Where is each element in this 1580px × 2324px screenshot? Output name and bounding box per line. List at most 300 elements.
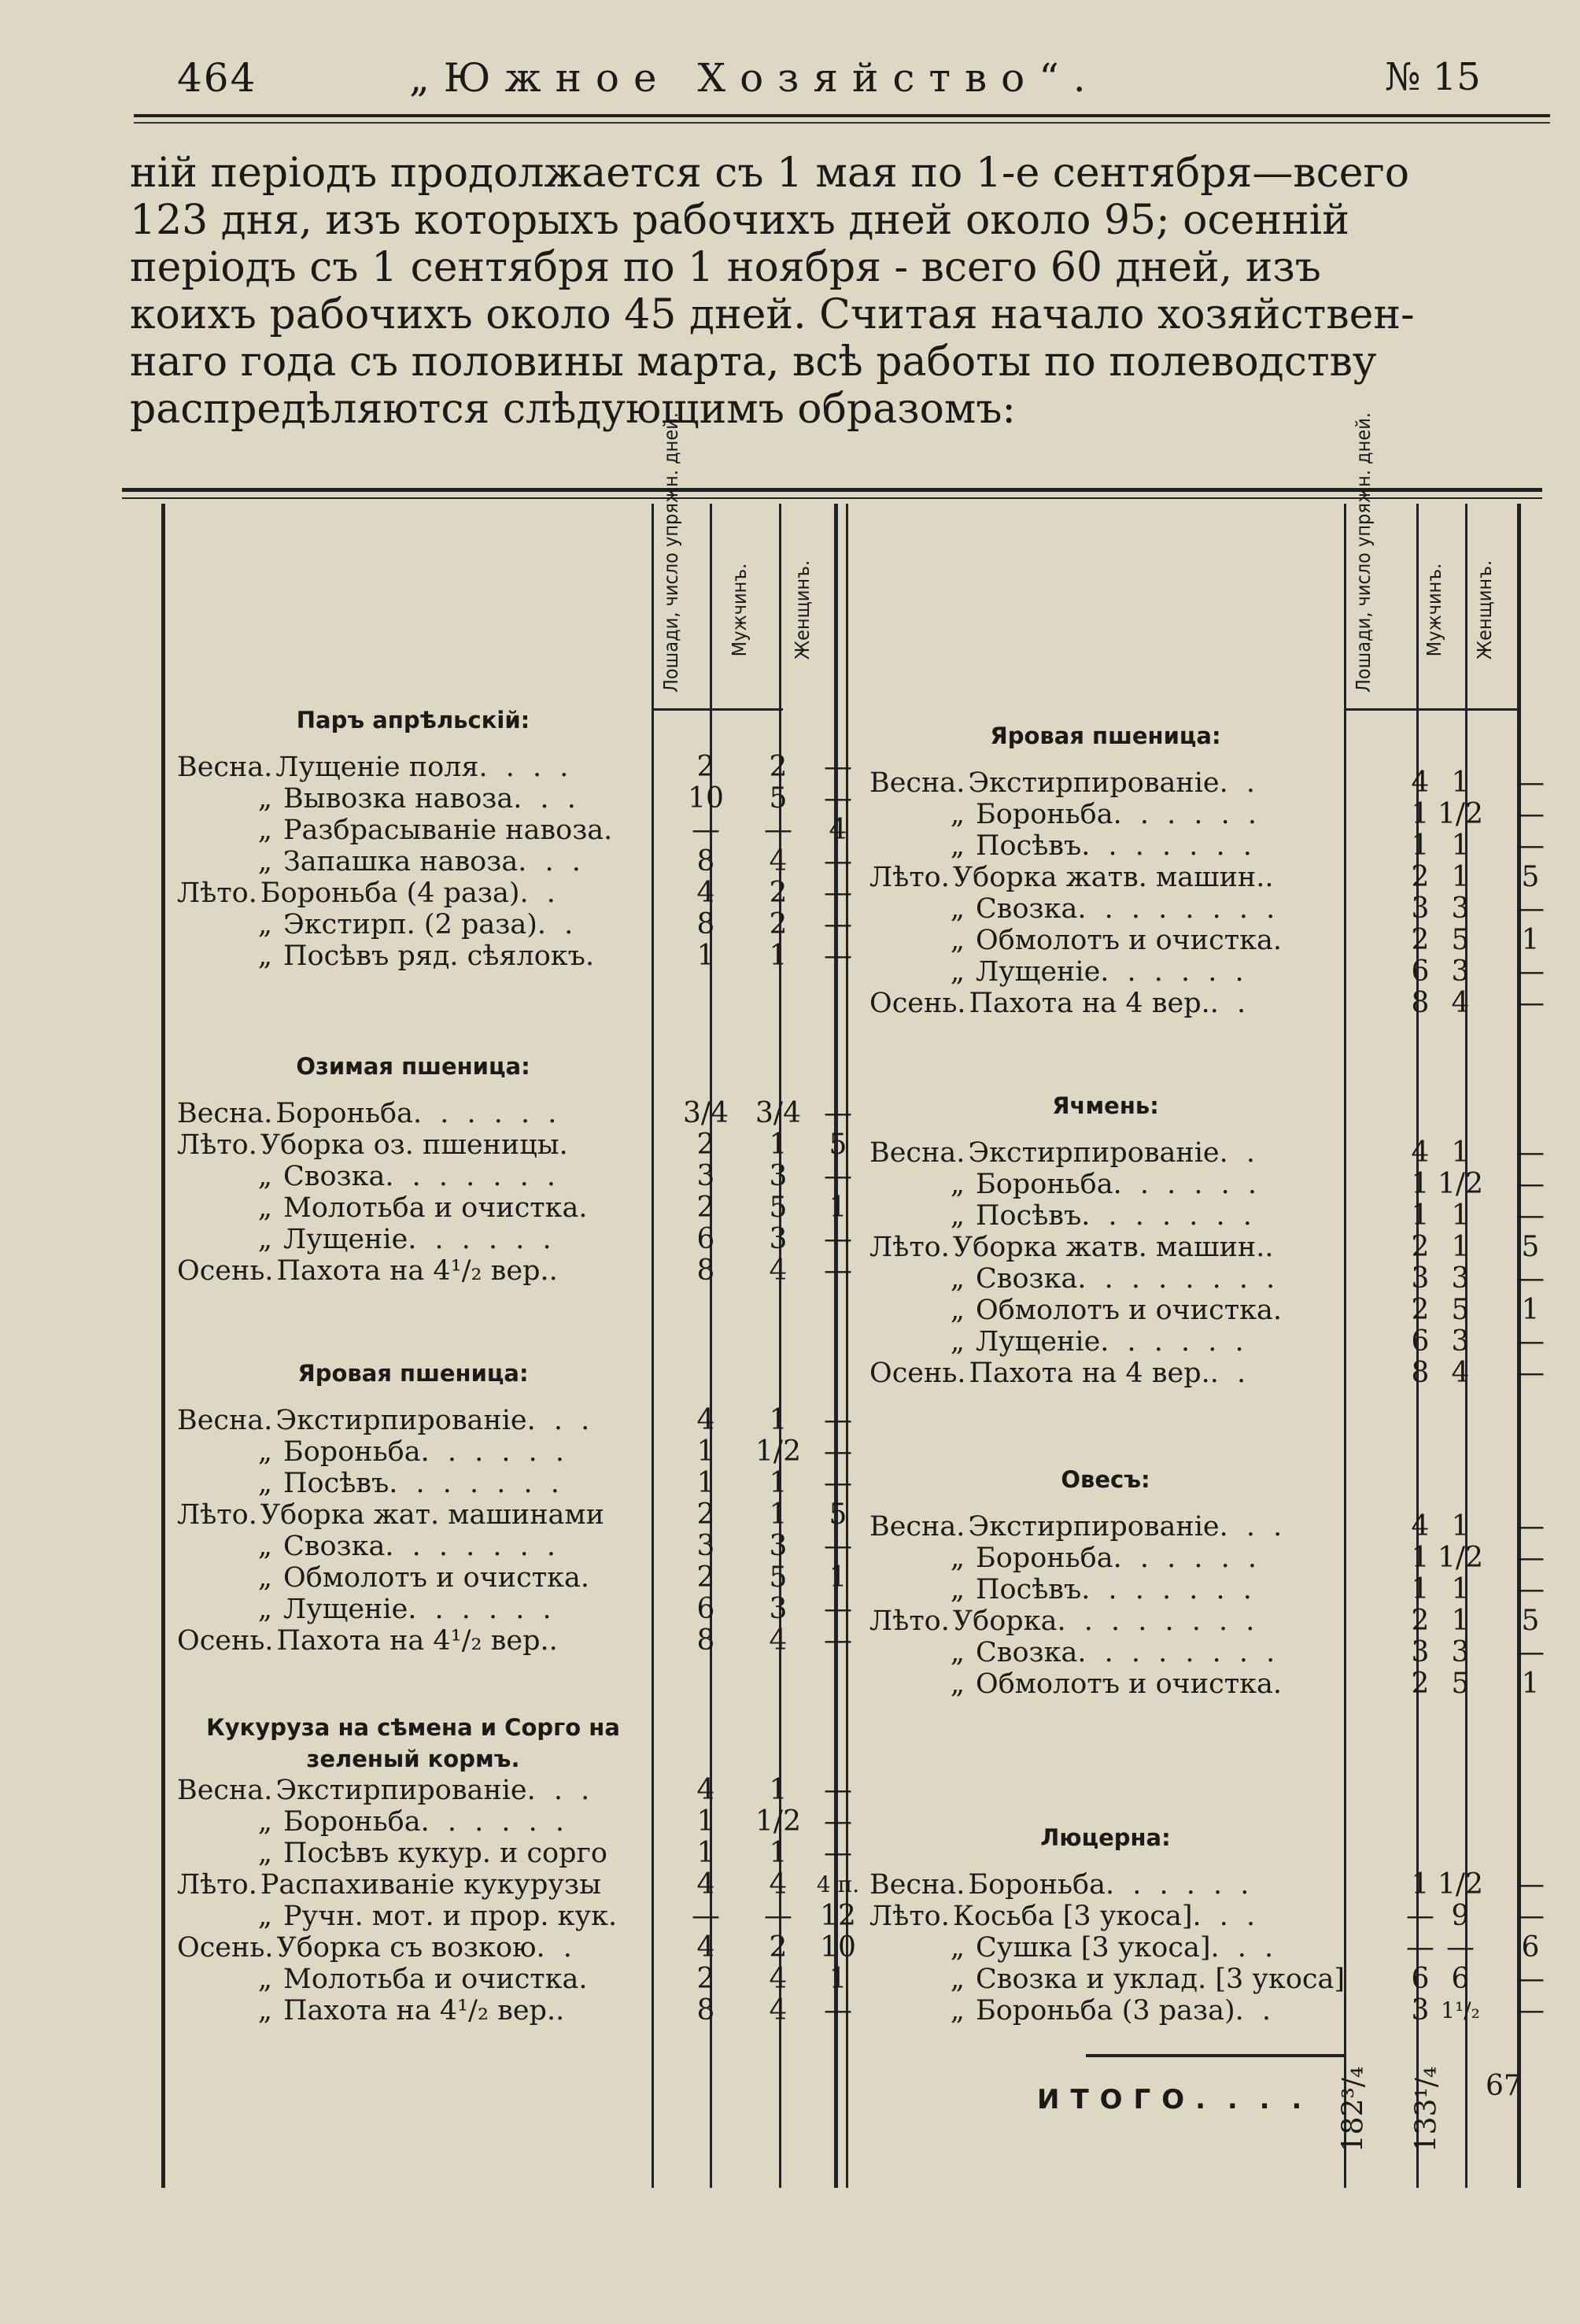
horses-value: 1: [696, 940, 715, 972]
horses-value: —: [1406, 1900, 1434, 1932]
table-row: [869, 1869, 1385, 1901]
horses-value: 6: [696, 1593, 715, 1625]
horses-value: 2: [1411, 1231, 1430, 1263]
women-value: —: [1516, 1963, 1545, 1995]
work-name: Сушка [3 укоса]: [976, 1932, 1211, 1964]
men-value: 1/2: [1438, 1868, 1483, 1901]
men-value: 3: [1451, 1636, 1470, 1668]
row-label: [177, 783, 677, 815]
women-value: —: [1516, 798, 1545, 830]
horses-value: 2: [1411, 1294, 1430, 1326]
season-label: Весна.: [177, 1098, 273, 1129]
total-women: 67: [1486, 2070, 1522, 2102]
work-name: Ручн. мот. и прор. кук.: [283, 1901, 618, 1932]
intro-line: 123 дня, изъ которыхъ рабочихъ дней около 95; осенній: [130, 197, 1349, 244]
work-name: Посѣвъ кукур. и сорго: [283, 1838, 607, 1869]
leader-dots: . .: [1219, 767, 1261, 799]
leader-dots: . . . . . . .: [1081, 1574, 1257, 1605]
horses-value: 1: [696, 1837, 715, 1869]
leader-dots: . . .: [526, 1405, 595, 1436]
table-row: [177, 1594, 677, 1625]
women-value: 1: [829, 1192, 847, 1224]
row-label: [177, 815, 677, 846]
work-name: Бороньба: [275, 1098, 413, 1129]
women-value: 1: [829, 1561, 847, 1594]
men-value: 6: [1451, 1963, 1470, 1995]
women-value: 4 п.: [816, 1871, 860, 1897]
season-label: Лѣто.: [177, 1869, 257, 1901]
horses-value: 3: [696, 1160, 715, 1192]
horses-value: 3: [1411, 1994, 1430, 2027]
work-name: Обмолотъ и очистка: [283, 1562, 581, 1594]
issue-number: № 15: [1385, 55, 1481, 99]
horses-value: —: [692, 814, 720, 846]
leader-dots: .: [548, 1625, 563, 1657]
season-label: „: [257, 1531, 272, 1562]
table-row: [869, 956, 1385, 988]
table-row: [177, 878, 677, 909]
table-row: [177, 1625, 677, 1657]
leader-dots: . . . . . .: [1113, 799, 1261, 830]
table-row: [177, 846, 677, 878]
women-value: —: [1516, 1994, 1545, 2027]
men-value: 2: [769, 1931, 788, 1964]
table-row: [177, 1838, 677, 1869]
leader-dots: .: [559, 1129, 573, 1161]
work-name: Лущеніе: [976, 1326, 1101, 1358]
row-label: [869, 1574, 1385, 1605]
women-value: —: [1516, 955, 1545, 988]
men-value: 2: [769, 877, 788, 909]
season-label: Лѣто.: [869, 1901, 950, 1932]
season-label: Лѣто.: [177, 1129, 257, 1161]
row-label: [869, 1232, 1385, 1263]
work-name: Уборка: [952, 1605, 1058, 1637]
horses-value: 3: [696, 1530, 715, 1562]
horses-value: 1: [1411, 1542, 1430, 1574]
leader-dots: . . . . . . .: [385, 1531, 561, 1562]
horses-value: 2: [1411, 924, 1430, 956]
table-row: [869, 1605, 1385, 1637]
men-value: 1/2: [1438, 1542, 1483, 1574]
section-heading: Яровая пшеница:: [297, 1360, 529, 1387]
work-name: Вывозка навоза: [283, 783, 514, 815]
row-label: [869, 1605, 1385, 1637]
season-label: „: [257, 1995, 272, 2027]
column-header-women: Женщинъ.: [1473, 560, 1496, 660]
women-value: —: [1516, 1510, 1545, 1543]
row-label: [177, 1499, 677, 1531]
column-header-rule: [652, 708, 783, 711]
table-row: [869, 1232, 1385, 1263]
horses-value: 4: [696, 877, 715, 909]
table-row: [177, 1129, 677, 1161]
row-label: [869, 1200, 1385, 1232]
leader-dots: . . . . . . . .: [1077, 1637, 1280, 1668]
men-value: 1: [769, 940, 788, 972]
men-value: 1/2: [1438, 1168, 1483, 1200]
leader-dots: .: [1272, 925, 1287, 956]
season-label: „: [950, 799, 965, 830]
row-label: [869, 956, 1385, 988]
season-label: Осень.: [177, 1255, 274, 1287]
men-value: 3: [1451, 1262, 1470, 1295]
men-value: 3: [1451, 1325, 1470, 1358]
row-label: [177, 1531, 677, 1562]
women-value: —: [824, 908, 852, 940]
table-row: [869, 862, 1385, 893]
horses-value: 4: [1411, 1136, 1430, 1169]
table-row: [177, 940, 677, 972]
row-label: [869, 1932, 1385, 1964]
men-value: 1: [1451, 829, 1470, 862]
work-name: Пахота на 4¹/₂ вер.: [276, 1255, 549, 1287]
men-value: 1: [769, 1467, 788, 1499]
horses-value: 3: [1411, 892, 1430, 925]
women-value: —: [1516, 987, 1545, 1019]
row-label: [869, 1869, 1385, 1901]
women-value: 5: [1521, 1605, 1540, 1637]
work-name: Уборка жат. машинами: [260, 1499, 604, 1531]
men-value: 1: [769, 1404, 788, 1436]
table-row: [177, 1098, 677, 1129]
row-label: [177, 1562, 677, 1594]
row-label: [869, 767, 1385, 799]
men-value: —: [764, 814, 792, 846]
row-label: [869, 1358, 1385, 1389]
men-value: 1: [769, 1837, 788, 1869]
men-value: 1: [1451, 1573, 1470, 1605]
header-rule: [134, 114, 1550, 117]
season-label: „: [950, 1200, 965, 1232]
work-name: Лущеніе: [283, 1594, 408, 1625]
totals-rule: [1086, 2054, 1344, 2057]
season-label: Весна.: [869, 1511, 965, 1543]
row-label: [869, 1668, 1385, 1700]
work-name: Молотьба и очистка: [283, 1964, 579, 1995]
leader-dots: . . . . . .: [1105, 1869, 1254, 1901]
leader-dots: . . . .: [478, 752, 574, 783]
leader-dots: .: [556, 1995, 570, 2027]
season-label: „: [257, 1192, 272, 1224]
women-value: —: [1516, 1199, 1545, 1232]
season-label: „: [950, 1932, 965, 1964]
men-value: 4: [1451, 987, 1470, 1019]
women-value: 1: [1521, 1294, 1540, 1326]
season-label: Весна.: [869, 1869, 965, 1901]
horses-value: 6: [1411, 1325, 1430, 1358]
total-horses: 182³/₄: [1337, 2066, 1370, 2153]
women-value: —: [824, 1530, 852, 1562]
men-value: —: [1446, 1931, 1475, 1964]
work-name: Свозка: [976, 1637, 1078, 1668]
season-label: „: [257, 783, 272, 815]
work-name: Запашка навоза: [283, 846, 519, 878]
men-value: 1: [769, 1774, 788, 1806]
season-label: Лѣто.: [869, 1232, 950, 1263]
leader-dots: . . . . . .: [420, 1436, 569, 1468]
season-label: „: [950, 1543, 965, 1574]
season-label: „: [257, 909, 272, 940]
work-name: Бороньба: [976, 799, 1113, 830]
row-label: [177, 1129, 677, 1161]
horses-value: 3: [1411, 1262, 1430, 1295]
row-label: [177, 1224, 677, 1255]
leader-dots: . . .: [518, 846, 585, 878]
men-value: 1: [1451, 1199, 1470, 1232]
horses-value: 4: [696, 1774, 715, 1806]
horses-value: 3: [1411, 1636, 1430, 1668]
table-row: [869, 1668, 1385, 1700]
work-name: Лущеніе: [283, 1224, 408, 1255]
leader-dots: . . .: [526, 1775, 595, 1806]
season-label: Лѣто.: [869, 862, 950, 893]
table-row: [869, 767, 1385, 799]
women-value: —: [1516, 892, 1545, 925]
work-name: Экстирпированіе: [275, 1775, 527, 1806]
work-name: Посѣвъ: [976, 1200, 1082, 1232]
leader-dots: . . . . . .: [412, 1098, 562, 1129]
work-name: Свозка: [976, 1263, 1078, 1295]
table-row: [177, 1255, 677, 1287]
table-row: [177, 909, 677, 940]
row-label: [177, 1468, 677, 1499]
men-value: 3: [1451, 892, 1470, 925]
work-name: Экстирпированіе: [275, 1405, 527, 1436]
row-label: [869, 1263, 1385, 1295]
men-value: 3: [769, 1223, 788, 1255]
horses-value: 1: [1411, 798, 1430, 830]
horses-value: 8: [696, 908, 715, 940]
table-row: [177, 752, 677, 783]
season-label: „: [950, 1263, 965, 1295]
horses-value: 1: [1411, 1199, 1430, 1232]
horses-value: 1: [1411, 1868, 1430, 1901]
work-name: Свозка и уклад. [3 укоса]: [976, 1964, 1346, 1995]
row-label: [177, 1901, 677, 1932]
row-label: [177, 1806, 677, 1838]
row-label: [869, 799, 1385, 830]
season-label: „: [257, 1562, 272, 1594]
women-value: 5: [829, 1129, 847, 1161]
season-label: Весна.: [869, 1137, 965, 1169]
women-value: 5: [829, 1498, 847, 1531]
work-name: Посѣвъ ряд. сѣялокъ: [283, 940, 585, 972]
men-value: 1/2: [1438, 798, 1483, 830]
header-rule-thin: [134, 122, 1550, 124]
total-men: 133¹/₄: [1410, 2066, 1443, 2153]
intro-line: наго года съ половины марта, всѣ работы по полеводству: [130, 338, 1377, 386]
table-row: [869, 988, 1385, 1019]
table-row: [869, 893, 1385, 925]
table-row: [869, 1295, 1385, 1326]
table-row: [177, 815, 677, 846]
work-name: Посѣвъ: [976, 1574, 1082, 1605]
section-heading: Овесъ:: [1061, 1466, 1150, 1493]
totals-label: [1037, 2084, 1308, 2115]
table-row: [869, 1543, 1385, 1574]
column-header-men: Мужчинъ.: [1423, 563, 1445, 657]
work-name: Бороньба: [976, 1169, 1113, 1200]
table-row: [177, 1806, 677, 1838]
season-label: „: [950, 830, 965, 862]
table-row: [869, 830, 1385, 862]
table-row: [177, 1995, 677, 2027]
row-label: [177, 1838, 677, 1869]
season-label: Осень.: [177, 1932, 274, 1964]
table-row: [177, 1224, 677, 1255]
work-name: Косьба [3 укоса]: [952, 1901, 1193, 1932]
work-name: Лущеніе поля: [275, 752, 479, 783]
season-label: Осень.: [869, 988, 966, 1019]
table-row: [869, 1358, 1385, 1389]
row-label: [177, 1869, 677, 1901]
women-value: —: [1516, 1573, 1545, 1605]
row-label: [177, 1594, 677, 1625]
horses-value: 6: [1411, 955, 1430, 988]
horses-value: —: [692, 1900, 720, 1932]
leader-dots: .: [1272, 1668, 1287, 1700]
leader-dots: . .: [537, 909, 578, 940]
work-name: Обмолотъ и очистка: [976, 925, 1273, 956]
women-value: —: [1516, 1900, 1545, 1932]
women-value: —: [824, 1404, 852, 1436]
women-value: —: [1516, 767, 1545, 799]
horses-value: 1: [1411, 829, 1430, 862]
table-row: [869, 1637, 1385, 1668]
table-row: [869, 925, 1385, 956]
horses-value: 8: [1411, 1357, 1430, 1389]
women-value: 1: [1521, 1668, 1540, 1700]
season-label: „: [950, 925, 965, 956]
season-label: „: [257, 1224, 272, 1255]
women-value: —: [1516, 1136, 1545, 1169]
season-label: „: [950, 893, 965, 925]
season-label: „: [950, 1668, 965, 1700]
men-value: 2: [769, 908, 788, 940]
table-top-rule: [122, 488, 1542, 492]
women-value: —: [824, 1467, 852, 1499]
season-label: „: [950, 1295, 965, 1326]
work-name: Уборка жатв. машин.: [952, 862, 1265, 893]
season-label: „: [257, 1594, 272, 1625]
leader-dots: . . .: [513, 783, 581, 815]
row-label: [869, 1964, 1385, 1995]
season-label: Осень.: [869, 1358, 966, 1389]
page-number: 464: [177, 55, 257, 101]
row-label: [177, 1255, 677, 1287]
row-label: [869, 893, 1385, 925]
work-name: Бороньба: [976, 1543, 1113, 1574]
table-row: [177, 1901, 677, 1932]
horses-value: 4: [696, 1868, 715, 1901]
leader-dots: .: [578, 1192, 592, 1224]
intro-line: коихъ рабочихъ около 45 дней. Считая начало хозяйствен-: [130, 291, 1415, 338]
horses-value: 4: [1411, 767, 1430, 799]
row-label: [177, 878, 677, 909]
work-name: Бороньба (4 раза): [260, 878, 520, 909]
men-value: 4: [769, 1624, 788, 1657]
season-label: „: [257, 1806, 272, 1838]
intro-paragraph: [130, 150, 1554, 433]
section-heading: Яровая пшеница:: [990, 722, 1221, 749]
table-row: [869, 799, 1385, 830]
horses-value: 6: [696, 1223, 715, 1255]
horses-value: 2: [1411, 861, 1430, 893]
leader-dots: .: [548, 1255, 563, 1287]
leader-dots: . . . . . .: [408, 1224, 556, 1255]
row-label: [869, 1995, 1385, 2027]
women-value: —: [824, 1624, 852, 1657]
table-row: [177, 1775, 677, 1806]
table-row: [177, 1499, 677, 1531]
leader-dots: .: [578, 1964, 592, 1995]
season-label: „: [257, 1436, 272, 1468]
women-value: —: [824, 877, 852, 909]
work-name: Бороньба (3 раза): [976, 1995, 1235, 2027]
leader-dots: . .: [1209, 1358, 1251, 1389]
season-label: Лѣто.: [177, 1499, 257, 1531]
table-row: [177, 1562, 677, 1594]
horses-value: 2: [696, 1561, 715, 1594]
horses-value: 1: [1411, 1573, 1430, 1605]
men-value: 1¹/₂: [1441, 1997, 1480, 2023]
leader-dots: . . . . . . .: [385, 1161, 561, 1192]
horses-value: 2: [1411, 1668, 1430, 1700]
horses-value: 4: [696, 1404, 715, 1436]
intro-line: распредѣляются слѣдующимъ образомъ:: [130, 386, 1016, 433]
men-value: 3: [769, 1160, 788, 1192]
work-name: Бороньба: [283, 1806, 421, 1838]
horses-value: 2: [696, 1192, 715, 1224]
row-label: [177, 1964, 677, 1995]
column-header-rule: [1344, 708, 1517, 711]
table-row: [177, 1964, 677, 1995]
horses-value: 8: [696, 845, 715, 878]
row-label: [177, 1405, 677, 1436]
women-value: —: [824, 1160, 852, 1192]
women-value: 6: [1521, 1931, 1540, 1964]
horses-value: 6: [1411, 1963, 1430, 1995]
season-label: Осень.: [177, 1625, 274, 1657]
women-value: —: [824, 782, 852, 815]
table-row: [869, 1995, 1385, 2027]
horses-value: 2: [696, 751, 715, 783]
leader-dots: . . . . . .: [1113, 1169, 1261, 1200]
work-name: Свозка: [283, 1161, 386, 1192]
leader-dots: . . . . . . . .: [1077, 893, 1280, 925]
women-value: —: [1516, 1262, 1545, 1295]
row-label: [869, 988, 1385, 1019]
work-name: Посѣвъ: [283, 1468, 389, 1499]
section-heading: Кукуруза на сѣмена и Сорго на зеленый кормъ.: [206, 1714, 620, 1772]
row-label: [177, 1625, 677, 1657]
women-value: —: [824, 1805, 852, 1838]
row-label: [177, 1995, 677, 2027]
men-value: 1/2: [755, 1805, 801, 1838]
women-value: —: [824, 751, 852, 783]
women-value: 4: [829, 814, 847, 846]
work-name: Распахиваніе кукурузы: [260, 1869, 601, 1901]
row-label: [869, 862, 1385, 893]
work-name: Свозка: [976, 893, 1078, 925]
horses-value: 2: [696, 1963, 715, 1995]
row-label: [869, 1511, 1385, 1543]
table-row: [177, 1869, 677, 1901]
men-value: 5: [769, 1192, 788, 1224]
row-label: [869, 1137, 1385, 1169]
women-value: 10: [820, 1931, 856, 1964]
